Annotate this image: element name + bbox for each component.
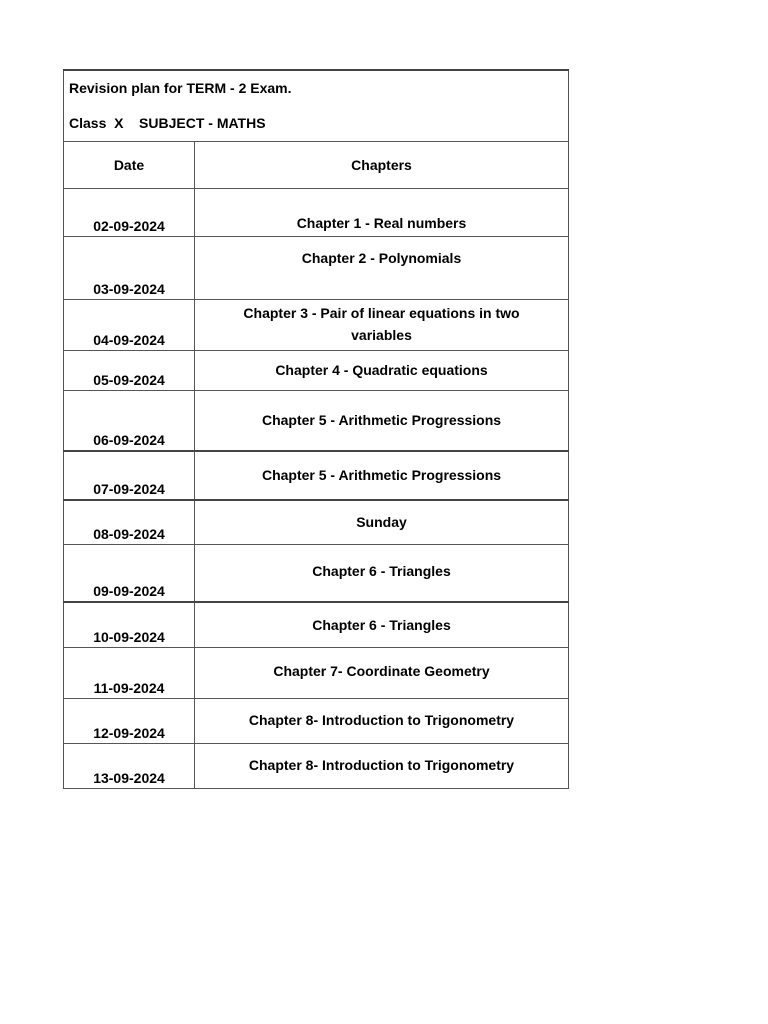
table-row xyxy=(64,648,569,699)
chapter-cell: Chapter 4 - Quadratic equations xyxy=(195,351,569,391)
title-row xyxy=(64,70,569,142)
table-row xyxy=(64,699,569,744)
chapter-cell: Sunday xyxy=(195,500,569,545)
table-row xyxy=(64,351,569,391)
chapter-cell: Chapter 1 - Real numbers xyxy=(195,189,569,237)
chapter-cell: Chapter 7- Coordinate Geometry xyxy=(195,648,569,699)
chapter-cell: Chapter 5 - Arithmetic Progressions xyxy=(195,391,569,451)
chapters-column-header: Chapters xyxy=(195,142,569,189)
date-cell: 06-09-2024 xyxy=(64,391,195,451)
date-column-header: Date xyxy=(64,142,195,189)
class-subject-line: Class X SUBJECT - MATHS xyxy=(69,115,266,131)
chapter-cell: Chapter 3 - Pair of linear equations in two variables xyxy=(195,300,569,351)
table-row xyxy=(64,500,569,545)
table-row xyxy=(64,391,569,451)
table-row xyxy=(64,602,569,648)
date-cell: 11-09-2024 xyxy=(64,648,195,699)
date-cell: 08-09-2024 xyxy=(64,500,195,545)
date-cell: 07-09-2024 xyxy=(64,451,195,500)
table-row xyxy=(64,451,569,500)
chapter-cell: Chapter 5 - Arithmetic Progressions xyxy=(195,451,569,500)
date-cell: 09-09-2024 xyxy=(64,545,195,602)
date-cell: 10-09-2024 xyxy=(64,602,195,648)
table-row xyxy=(64,189,569,237)
table-row xyxy=(64,545,569,602)
table-row xyxy=(64,744,569,789)
chapter-cell: Chapter 6 - Triangles xyxy=(195,545,569,602)
plan-title: Revision plan for TERM - 2 Exam. xyxy=(69,80,292,96)
revision-plan-table xyxy=(63,69,569,789)
chapter-cell: Chapter 2 - Polynomials xyxy=(195,237,569,300)
title-cell xyxy=(64,70,569,142)
date-cell: 03-09-2024 xyxy=(64,237,195,300)
chapter-cell: Chapter 6 - Triangles xyxy=(195,602,569,648)
chapter-cell: Chapter 8- Introduction to Trigonometry xyxy=(195,699,569,744)
date-cell: 05-09-2024 xyxy=(64,351,195,391)
date-cell: 02-09-2024 xyxy=(64,189,195,237)
chapter-cell: Chapter 8- Introduction to Trigonometry xyxy=(195,744,569,789)
table-row xyxy=(64,237,569,300)
date-cell: 12-09-2024 xyxy=(64,699,195,744)
header-row xyxy=(64,142,569,189)
table-row xyxy=(64,300,569,351)
date-cell: 13-09-2024 xyxy=(64,744,195,789)
date-cell: 04-09-2024 xyxy=(64,300,195,351)
